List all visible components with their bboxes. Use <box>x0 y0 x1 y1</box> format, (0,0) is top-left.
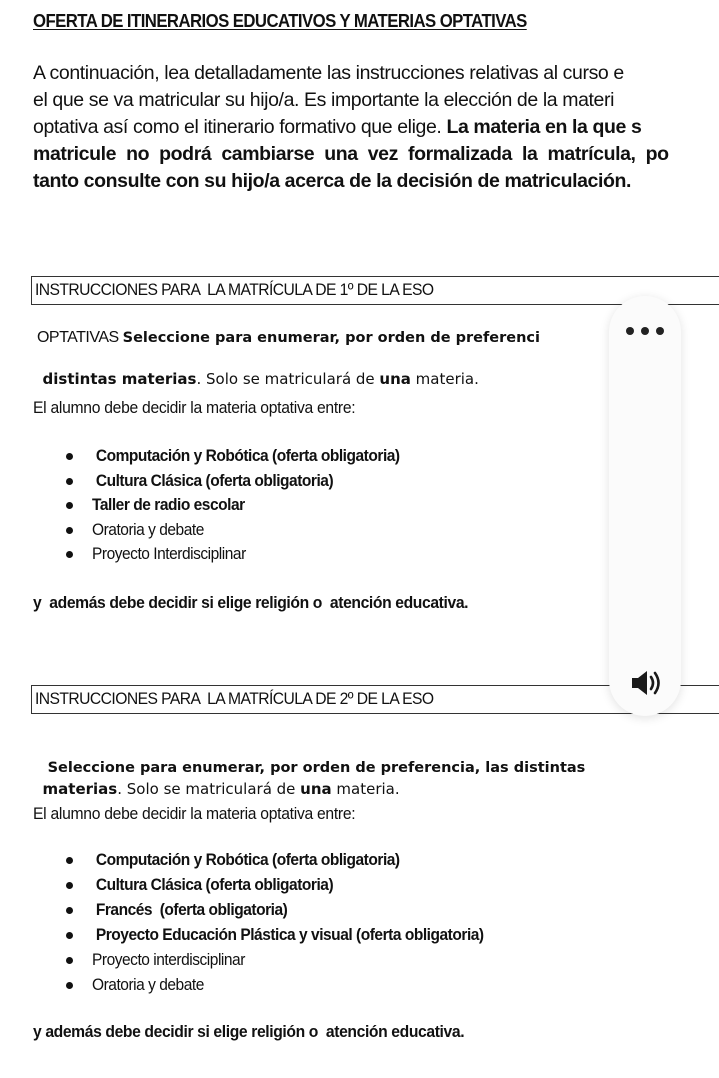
section-heading: INSTRUCCIONES PARA LA MATRÍCULA DE 1º DE LA ESO <box>35 281 434 299</box>
text: . Solo se matriculará de <box>196 370 380 388</box>
intro-line <box>33 116 719 139</box>
closing-note: y además debe decidir si elige religión o atención educativa. <box>33 1023 465 1041</box>
options-intro: El alumno debe decidir la materia optativa entre: <box>33 399 356 417</box>
intro-bold-text: La materia en la que s <box>446 116 642 138</box>
intro-bold-text: tanto consulte con su hijo/a acerca de la decisión de matriculación. <box>33 170 632 192</box>
materias-bold: materias <box>42 780 118 798</box>
optativas-label: OPTATIVAS <box>33 329 123 346</box>
option-item: Oratoria y debate <box>92 976 204 994</box>
text: . Solo se matriculará de <box>117 780 301 798</box>
option-item: Francés (oferta obligatoria) <box>92 901 288 919</box>
option-item: Proyecto Interdisciplinar <box>92 545 246 563</box>
text: materia. <box>410 370 479 388</box>
select-instruction-line2 <box>33 762 400 798</box>
bullet <box>66 907 73 914</box>
bullet <box>66 882 73 889</box>
option-item: Cultura Clásica (oferta obligatoria) <box>92 876 334 894</box>
materias-bold: distintas materias <box>42 370 197 388</box>
option-item: Proyecto Educación Plástica y visual (oferta obligatoria) <box>92 926 484 944</box>
bullet <box>66 551 73 558</box>
speaker-icon[interactable] <box>626 668 664 698</box>
closing-note: y además debe decidir si elige religión o atención educativa. <box>33 594 469 612</box>
intro-text: optativa así como el itinerario formativo que elige. <box>33 116 447 138</box>
bullet <box>66 453 73 460</box>
select-instruction <box>33 329 540 347</box>
bullet <box>66 957 73 964</box>
select-text: Seleccione para enumerar, por orden de preferenci <box>122 330 540 346</box>
more-horizontal-icon[interactable] <box>626 327 664 335</box>
intro-text: el que se va matricular su hijo/a. Es importante la elección de la materi <box>33 89 615 111</box>
intro-line <box>33 143 719 166</box>
bullet <box>66 478 73 485</box>
una-bold: una <box>300 780 332 798</box>
option-item: Proyecto interdisciplinar <box>92 951 245 969</box>
floating-reader-toolbar <box>609 296 681 716</box>
select-instruction-line2 <box>33 352 479 388</box>
intro-text: A continuación, lea detalladamente las instrucciones relativas al curso e <box>33 62 624 84</box>
bullet <box>66 502 73 509</box>
select-text: Seleccione para enumerar, por orden de preferencia, las distintas <box>42 760 586 776</box>
intro-line <box>33 170 719 193</box>
option-item: Computación y Robótica (oferta obligatoria) <box>92 851 400 869</box>
document-title: OFERTA DE ITINERARIOS EDUCATIVOS Y MATERIAS OPTATIVAS <box>33 11 527 31</box>
section-heading: INSTRUCCIONES PARA LA MATRÍCULA DE 2º DE LA ESO <box>35 690 434 708</box>
option-item: Oratoria y debate <box>92 521 204 539</box>
section-heading-box <box>31 276 719 305</box>
intro-line <box>33 89 719 112</box>
bullet <box>66 982 73 989</box>
intro-bold-text: matricule no podrá cambiarse una vez formalizada la matrícula, po <box>33 143 669 165</box>
bullet <box>66 932 73 939</box>
option-item: Taller de radio escolar <box>92 496 245 514</box>
text: materia. <box>331 780 400 798</box>
una-bold: una <box>379 370 411 388</box>
options-intro: El alumno debe decidir la materia optativa entre: <box>33 805 356 823</box>
bullet <box>66 857 73 864</box>
bullet <box>66 527 73 534</box>
option-item: Cultura Clásica (oferta obligatoria) <box>92 472 334 490</box>
intro-line <box>33 62 719 85</box>
option-item: Computación y Robótica (oferta obligatoria) <box>92 447 400 465</box>
